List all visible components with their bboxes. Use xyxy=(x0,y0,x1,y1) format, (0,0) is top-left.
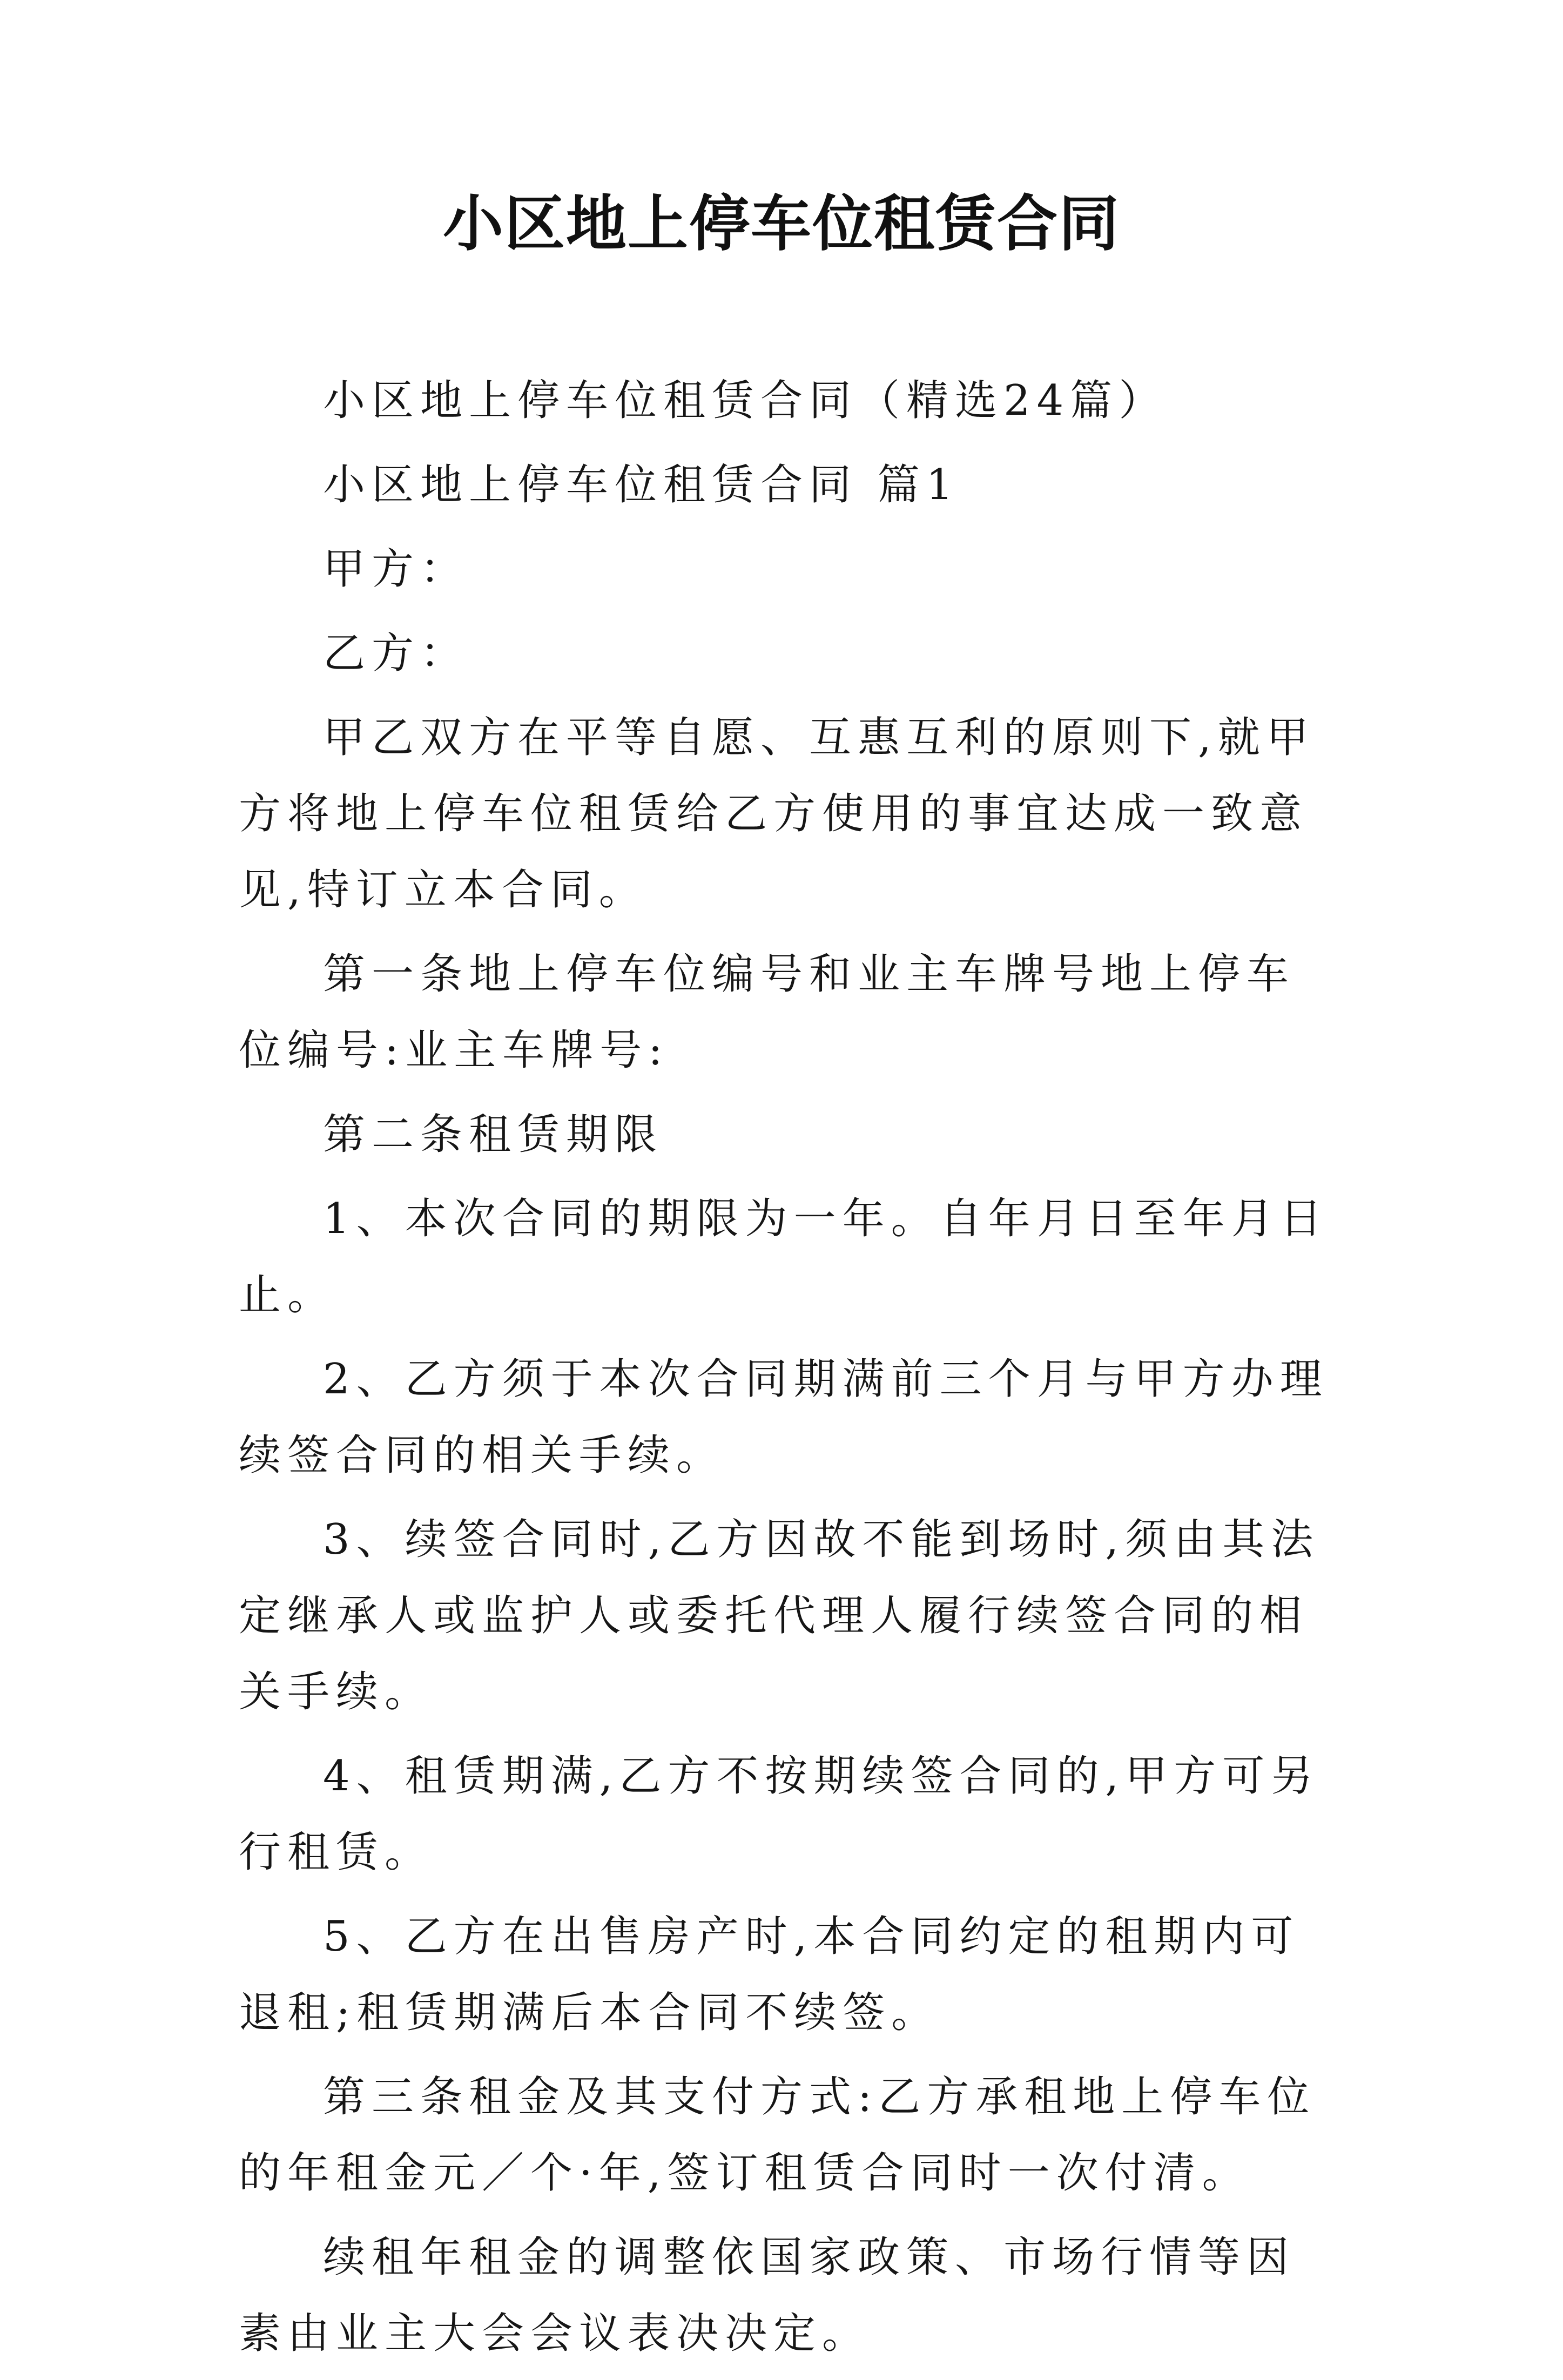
paragraph-item-2: 2、乙方须于本次合同期满前三个月与甲方办理续签合同的相关手续。 xyxy=(239,1355,1329,1480)
paragraph-clause-1: 第一条地上停车位编号和业主车牌号地上停车位编号:业主车牌号: xyxy=(239,950,1296,1075)
paragraph-collection-title: 小区地上停车位租赁合同（精选24篇） xyxy=(323,376,1168,425)
paragraph-article-heading: 小区地上停车位租赁合同 篇1 xyxy=(323,461,960,509)
document-title: 小区地上停车位租赁合同 xyxy=(443,188,1120,259)
paragraph-party-a: 甲方： xyxy=(323,545,469,594)
paragraph-party-b: 乙方： xyxy=(323,629,469,678)
paragraph-rent-adjustment: 续租年租金的调整依国家政策、市场行情等因素由业主大会会议表决决定。 xyxy=(239,2233,1296,2358)
paragraph-item-3: 3、续签合同时,乙方因故不能到场时,须由其法定继承人或监护人或委托代理人履行续签合同的相关手续。 xyxy=(239,1515,1320,1716)
paragraph-item-4: 4、租赁期满,乙方不按期续签合同的,甲方可另行租赁。 xyxy=(239,1752,1320,1877)
paragraph-item-5: 5、乙方在出售房产时,本合同约定的租期内可退租;租赁期满后本合同不续签。 xyxy=(239,1912,1300,2037)
paragraph-item-1: 1、本次合同的期限为一年。自年月日至年月日止。 xyxy=(239,1195,1329,1319)
paragraph-preamble: 甲乙双方在平等自愿、互惠互利的原则下,就甲方将地上停车位租赁给乙方使用的事宜达成一致意见,特订立本合同。 xyxy=(239,713,1315,914)
paragraph-clause-3: 第三条租金及其支付方式:乙方承租地上停车位的年租金元／个·年,签订租赁合同时一次付清。 xyxy=(239,2073,1316,2197)
document-body xyxy=(239,363,1335,2380)
paragraph-clause-2-heading: 第二条租赁期限 xyxy=(323,1110,664,1159)
